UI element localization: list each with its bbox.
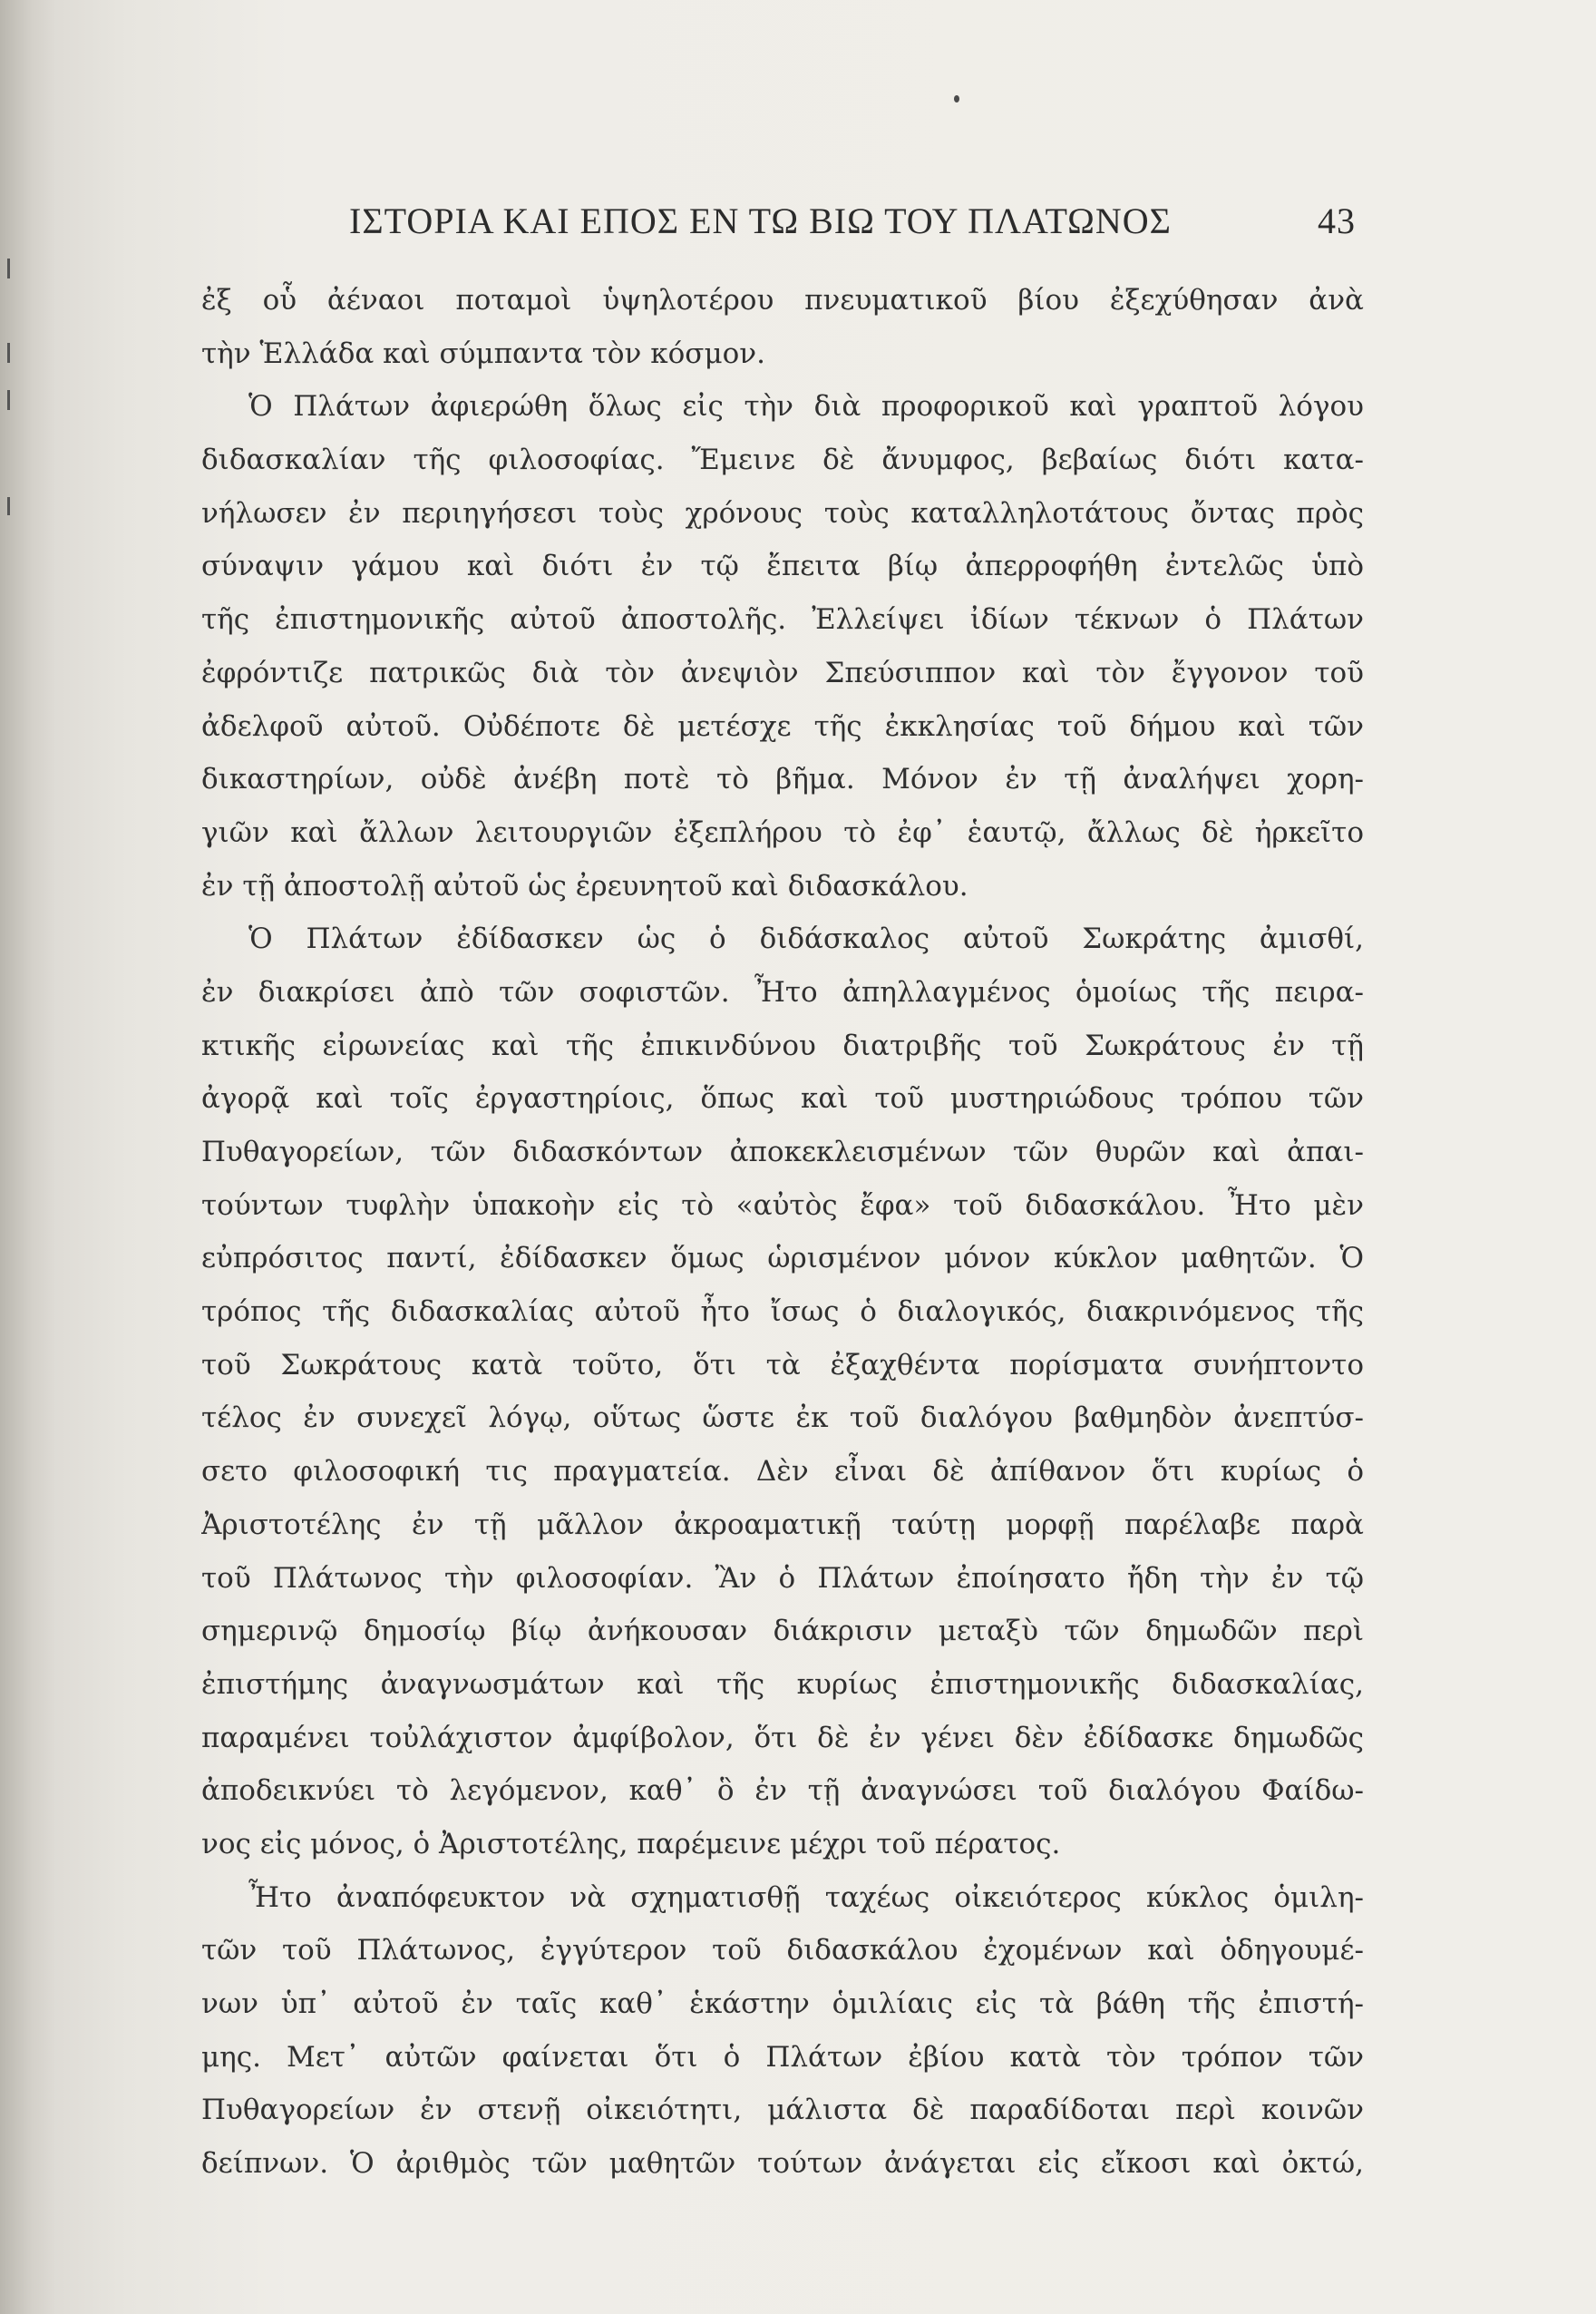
text-line: τέλος ἐν συνεχεῖ λόγῳ, οὕτως ὥστε ἐκ τοῦ διαλόγου βαθμηδὸν ἀνεπτύσ- xyxy=(201,1401,1364,1435)
ink-speck xyxy=(954,95,959,103)
text-line: τρόπος τῆς διδασκαλίας αὐτοῦ ἦτο ἴσως ὁ διαλογικός, διακρινόμενος τῆς xyxy=(201,1295,1364,1329)
text-line: ἀγορᾷ καὶ τοῖς ἐργαστηρίοις, ὅπως καὶ τοῦ μυστηριώδους τρόπου τῶν xyxy=(201,1082,1364,1116)
text-line: ἀποδεικνύει τὸ λεγόμενον, καθ᾽ ὃ ἐν τῇ ἀναγνώσει τοῦ διαλόγου Φαίδω- xyxy=(201,1774,1364,1808)
text-line: δείπνων. Ὁ ἀριθμὸς τῶν μαθητῶν τούτων ἀνάγεται εἰς εἴκοσι καὶ ὀκτώ, xyxy=(201,2147,1364,2181)
edge-mark xyxy=(7,259,10,278)
running-header xyxy=(349,200,1356,254)
text-line: νήλωσεν ἐν περιηγήσεσι τοὺς χρόνους τοὺς καταλληλοτάτους ὄντας πρὸς xyxy=(201,496,1364,530)
text-line: εὐπρόσιτος παντί, ἐδίδασκεν ὅμως ὡρισμένον μόνον κύκλον μαθητῶν. Ὁ xyxy=(201,1242,1364,1275)
page-number: 43 xyxy=(1318,200,1356,241)
text-line: σύναψιν γάμου καὶ διότι ἐν τῷ ἔπειτα βίῳ ἀπερροφήθη ἐντελῶς ὑπὸ xyxy=(201,550,1364,583)
text-line: τῶν τοῦ Πλάτωνος, ἐγγύτερον τοῦ διδασκάλου ἐχομένων καὶ ὁδηγουμέ- xyxy=(201,1934,1364,1967)
body-text xyxy=(201,274,1364,2191)
text-line: τοῦ Πλάτωνος τὴν φιλοσοφίαν. Ἂν ὁ Πλάτων ἐποίησατο ἤδη τὴν ἐν τῷ xyxy=(201,1561,1364,1595)
text-line: Ὁ Πλάτων ἀφιερώθη ὅλως εἰς τὴν διὰ προφορικοῦ καὶ γραπτοῦ λόγου xyxy=(248,390,1364,424)
text-line: ἐν διακρίσει ἀπὸ τῶν σοφιστῶν. Ἦτο ἀπηλλαγμένος ὁμοίως τῆς πειρα- xyxy=(201,975,1364,1009)
text-line: ἐπιστήμης ἀναγνωσμάτων καὶ τῆς κυρίως ἐπιστημονικῆς διδασκαλίας, xyxy=(201,1667,1364,1701)
text-line: μης. Μετ᾽ αὐτῶν φαίνεται ὅτι ὁ Πλάτων ἐβίου κατὰ τὸν τρόπον τῶν xyxy=(201,2040,1364,2074)
text-line: τῆς ἐπιστημονικῆς αὐτοῦ ἀποστολῆς. Ἐλλείψει ἰδίων τέκνων ὁ Πλάτων xyxy=(201,603,1364,637)
text-line: γιῶν καὶ ἄλλων λειτουργιῶν ἐξεπλήρου τὸ ἐφ᾽ ἑαυτῷ, ἄλλως δὲ ἠρκεῖτο xyxy=(201,815,1364,849)
edge-mark xyxy=(7,497,10,515)
text-line: διδασκαλίαν τῆς φιλοσοφίας. Ἔμεινε δὲ ἄνυμφος, βεβαίως διότι κατα- xyxy=(201,444,1364,477)
text-line: ἀδελφοῦ αὐτοῦ. Οὐδέποτε δὲ μετέσχε τῆς ἐκκλησίας τοῦ δήμου καὶ τῶν xyxy=(201,709,1364,743)
text-line: νος εἰς μόνος, ὁ Ἀριστοτέλης, παρέμεινε μέχρι τοῦ πέρατος. xyxy=(201,1827,1061,1860)
text-line: Ἦτο ἀναπόφευκτον νὰ σχηματισθῇ ταχέως οἰκειότερος κύκλος ὁμιλη- xyxy=(248,1880,1364,1914)
text-line: παραμένει τοὐλάχιστον ἀμφίβολον, ὅτι δὲ ἐν γένει δὲν ἐδίδασκε δημωδῶς xyxy=(201,1721,1364,1754)
text-line: σετο φιλοσοφική τις πραγματεία. Δὲν εἶναι δὲ ἀπίθανον ὅτι κυρίως ὁ xyxy=(201,1455,1364,1489)
text-line: ἐν τῇ ἀποστολῇ αὐτοῦ ὡς ἐρευνητοῦ καὶ διδασκάλου. xyxy=(201,869,968,903)
text-line: Ἀριστοτέλης ἐν τῇ μᾶλλον ἀκροαματικῇ ταύτῃ μορφῇ παρέλαβε παρὰ xyxy=(201,1508,1364,1541)
text-line: τὴν Ἑλλάδα καὶ σύμπαντα τὸν κόσμον. xyxy=(201,337,765,370)
text-line: νων ὑπ᾽ αὐτοῦ ἐν ταῖς καθ᾽ ἑκάστην ὁμιλίαις εἰς τὰ βάθη τῆς ἐπιστή- xyxy=(201,1987,1364,2020)
running-title: ΙΣΤΟΡΙΑ ΚΑΙ ΕΠΟΣ ΕΝ ΤΩ ΒΙΩ ΤΟΥ ΠΛΑΤΩΝΟΣ xyxy=(349,200,1172,241)
text-line: δικαστηρίων, οὐδὲ ἀνέβη ποτὲ τὸ βῆμα. Μόνον ἐν τῇ ἀναλήψει χορη- xyxy=(201,763,1364,796)
text-line: Πυθαγορείων, τῶν διδασκόντων ἀποκεκλεισμένων τῶν θυρῶν καὶ ἀπαι- xyxy=(201,1136,1364,1168)
text-line: Ὁ Πλάτων ἐδίδασκεν ὡς ὁ διδάσκαλος αὐτοῦ Σωκράτης ἀμισθί, xyxy=(248,923,1364,956)
edge-mark xyxy=(7,390,10,410)
text-line: σημερινῷ δημοσίῳ βίῳ ἀνήκουσαν διάκρισιν μεταξὺ τῶν δημωδῶν περὶ xyxy=(201,1615,1364,1648)
text-line: τοῦ Σωκράτους κατὰ τοῦτο, ὅτι τὰ ἐξαχθέντα πορίσματα συνήπτοντο xyxy=(201,1348,1364,1382)
text-line: τούντων τυφλὴν ὑπακοὴν εἰς τὸ «αὐτὸς ἔφα» τοῦ διδασκάλου. Ἦτο μὲν xyxy=(201,1188,1364,1222)
text-line: κτικῆς εἰρωνείας καὶ τῆς ἐπικινδύνου διατριβῆς τοῦ Σωκράτους ἐν τῇ xyxy=(201,1029,1364,1062)
edge-mark xyxy=(7,343,10,363)
text-line: ἐφρόντιζε πατρικῶς διὰ τὸν ἀνεψιὸν Σπεύσιππον καὶ τὸν ἔγγονον τοῦ xyxy=(201,656,1364,689)
text-line: Πυθαγορείων ἐν στενῇ οἰκειότητι, μάλιστα δὲ παραδίδοται περὶ κοινῶν xyxy=(201,2094,1364,2127)
text-line: ἐξ οὗ ἀέναοι ποταμοὶ ὑψηλοτέρου πνευματικοῦ βίου ἐξεχύθησαν ἀνὰ xyxy=(201,284,1364,317)
